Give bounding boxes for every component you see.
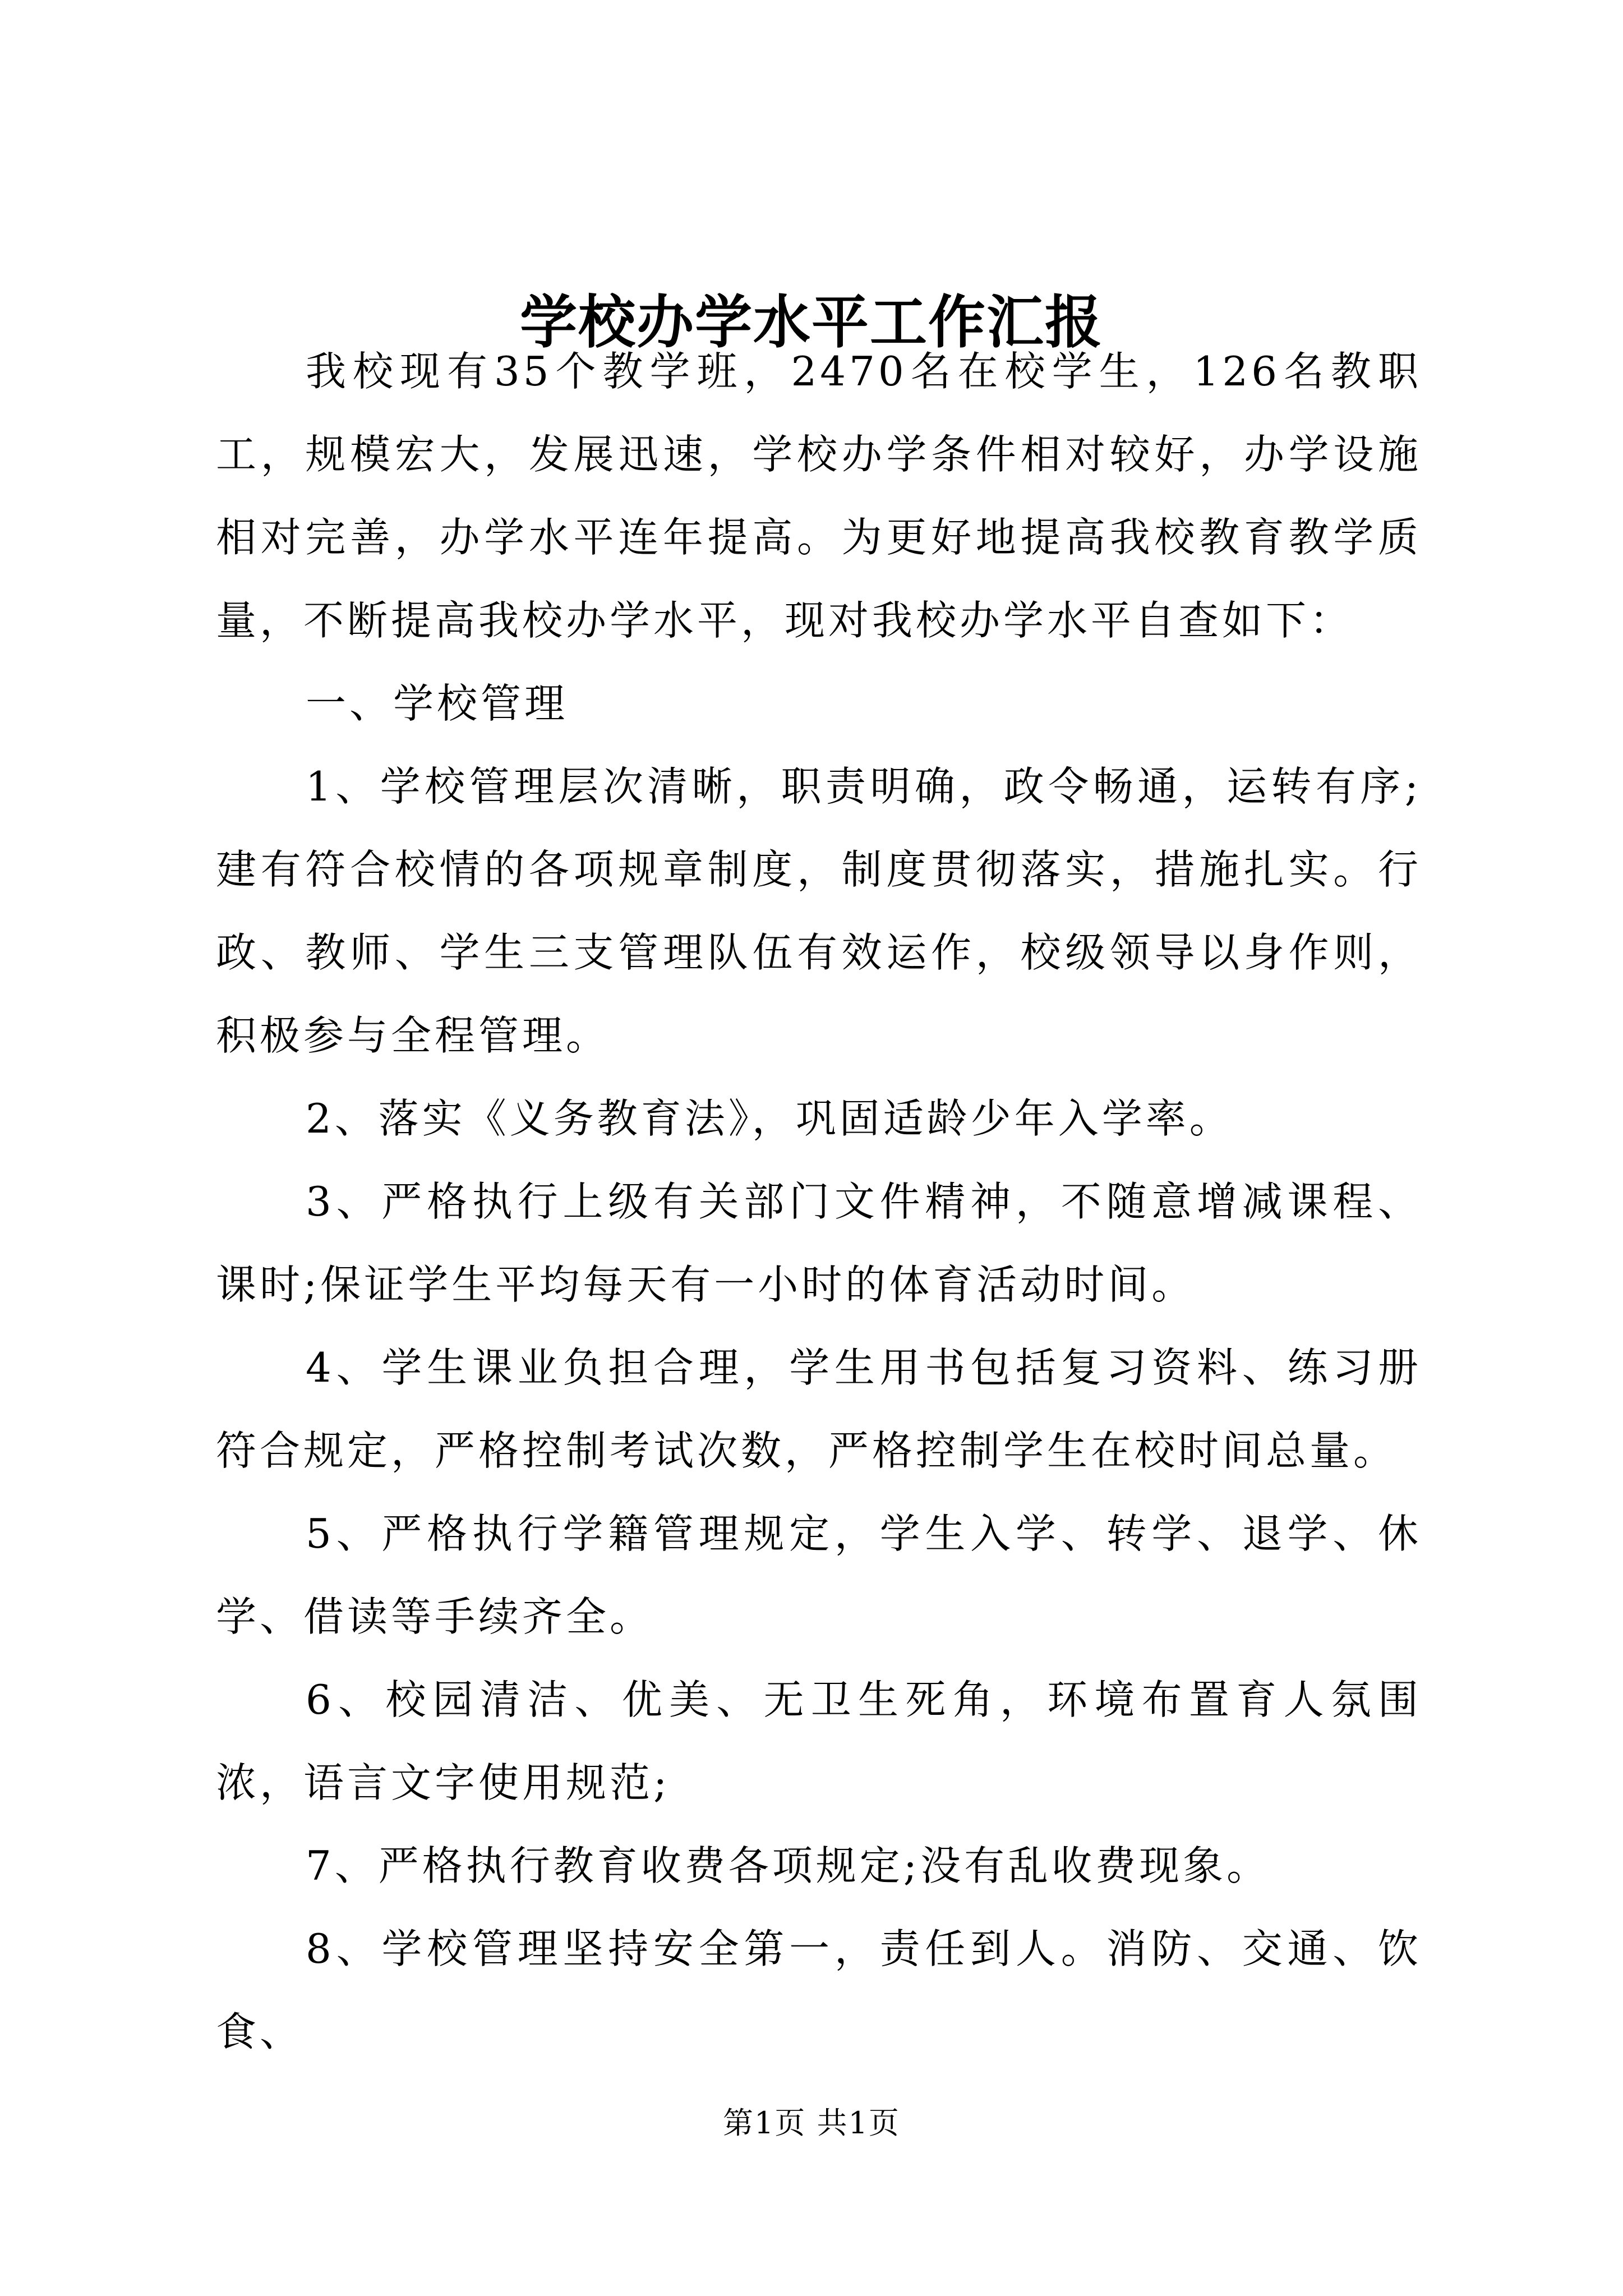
paragraph-item-1: 1、学校管理层次清晰，职责明确，政令畅通，运转有序;建有符合校情的各项规章制度，制度贯彻落实，措施扎实。行政、教师、学生三支管理队伍有效运作，校级领导以身作则，积极参与全程管理。 [216,763,1422,1059]
paragraph-item-2: 2、落实《义务教育法》，巩固适龄少年入学率。 [306,1095,1233,1142]
section-heading-school-management: 一、学校管理 [306,680,569,727]
paragraph-item-5: 5、严格执行学籍管理规定，学生入学、转学、退学、休学、借读等手续齐全。 [216,1510,1422,1640]
document-body [216,330,1422,2073]
paragraph-item-8: 8、学校管理坚持安全第一，责任到人。消防、交通、饮食、 [216,1925,1422,2055]
document-title: 学校办学水平工作汇报 [520,289,1103,356]
paragraph-item-3: 3、严格执行上级有关部门文件精神，不随意增减课程、课时;保证学生平均每天有一小时的体育活动时间。 [216,1178,1422,1308]
paragraph-item-6: 6、校园清洁、优美、无卫生死角，环境布置育人氛围浓，语言文字使用规范; [216,1676,1422,1806]
paragraph-item-4: 4、学生课业负担合理，学生用书包括复习资料、练习册符合规定，严格控制考试次数，严格控制学生在校时间总量。 [216,1344,1422,1474]
page-footer: 第1页 共1页 [723,2105,900,2141]
paragraph-intro: 我校现有35个教学班，2470名在校学生，126名教职工，规模宏大，发展迅速，学校办学条件相对较好，办学设施相对完善，办学水平连年提高。为更好地提高我校教育教学质量，不断提高我校办学水平，现对我校办学水平自查如下： [216,348,1422,644]
paragraph-item-7: 7、严格执行教育收费各项规定;没有乱收费现象。 [306,1842,1271,1889]
